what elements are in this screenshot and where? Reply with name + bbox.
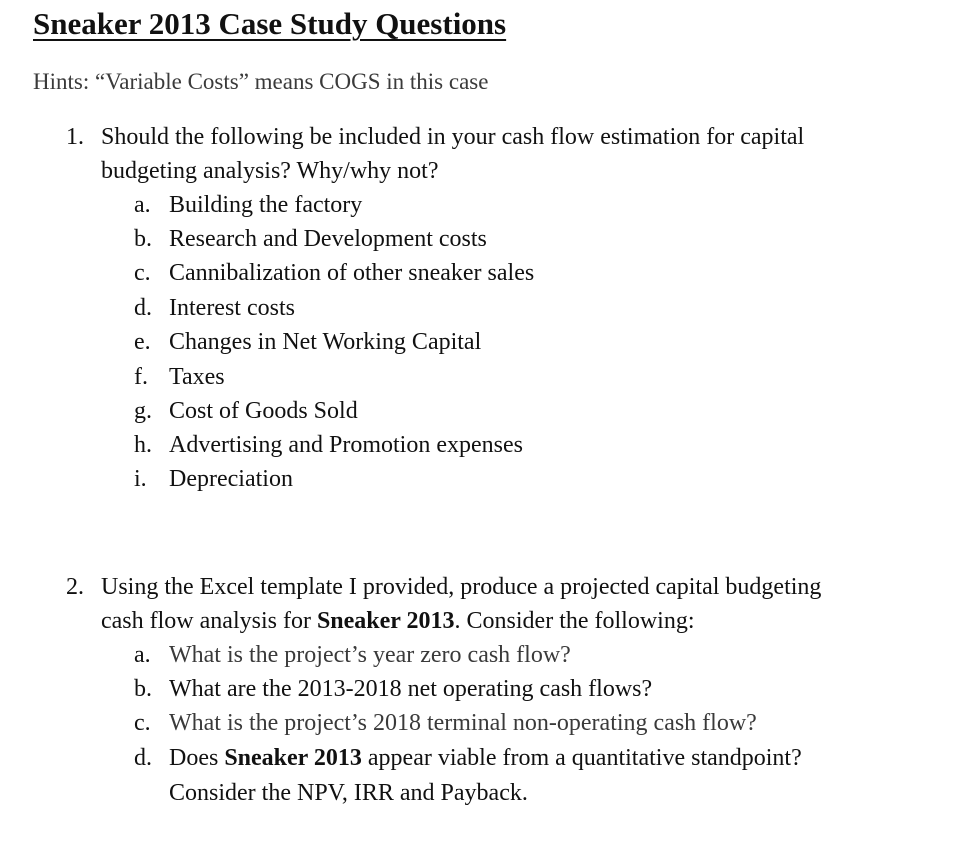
- question-line: budgeting analysis? Why/why not?: [101, 158, 439, 184]
- list-item-letter: b.: [134, 676, 152, 702]
- list-item: [0, 706, 976, 740]
- case-name-bold: Sneaker 2013: [316, 608, 455, 634]
- list-item-text: [169, 741, 802, 775]
- list-item-text: What is the project’s year zero cash flow?: [169, 642, 571, 668]
- list-item-letter: i.: [134, 466, 147, 492]
- list-item-text: What are the 2013-2018 net operating cash flows?: [169, 676, 653, 702]
- list-item-letter: b.: [134, 226, 152, 252]
- question-text: [101, 120, 901, 188]
- question-line: Using the Excel template I provided, produce a projected capital budgeting: [101, 574, 822, 600]
- question-line-start: cash flow analysis for: [101, 608, 317, 634]
- list-item-text: Changes in Net Working Capital: [169, 329, 482, 355]
- list-item: [0, 256, 976, 290]
- case-name-bold: Sneaker 2013: [224, 745, 362, 771]
- list-item-text: What is the project’s 2018 terminal non-operating cash flow?: [169, 710, 757, 736]
- list-item: [0, 360, 976, 394]
- list-item: [0, 222, 976, 256]
- list-item-text: Cost of Goods Sold: [169, 398, 358, 424]
- list-item-text: Advertising and Promotion expenses: [169, 432, 523, 458]
- list-item-text: Interest costs: [169, 295, 295, 321]
- list-item-letter: c.: [134, 260, 151, 286]
- list-item-letter: e.: [134, 329, 151, 355]
- list-item: [0, 741, 976, 775]
- list-item-continuation: Consider the NPV, IRR and Payback.: [169, 780, 528, 806]
- list-item-text: Taxes: [169, 364, 225, 390]
- question-line: Should the following be included in your cash flow estimation for capital: [101, 124, 805, 150]
- list-item-letter: a.: [134, 192, 151, 218]
- list-item-letter: h.: [134, 432, 152, 458]
- list-item-letter: f.: [134, 364, 148, 390]
- page-title: Sneaker 2013 Case Study Questions: [33, 6, 507, 41]
- list-item-text: Research and Development costs: [169, 226, 487, 252]
- list-item-letter: c.: [134, 710, 151, 736]
- list-item: [0, 291, 976, 325]
- list-item-letter: a.: [134, 642, 151, 668]
- question-number: 1.: [66, 124, 84, 150]
- list-item-letter: g.: [134, 398, 152, 424]
- list-item: [0, 428, 976, 462]
- list-item-text: Building the factory: [169, 192, 363, 218]
- list-item: [0, 462, 976, 496]
- list-item: [0, 188, 976, 222]
- list-item-text: Depreciation: [169, 466, 293, 492]
- list-item: [0, 672, 976, 706]
- list-item-letter: d.: [134, 295, 152, 321]
- list-item: [0, 325, 976, 359]
- list-item: [0, 394, 976, 428]
- list-item-text-end: appear viable from a quantitative standpoint?: [361, 745, 802, 771]
- question-line-end: . Consider the following:: [454, 608, 695, 634]
- list-item-text-start: Does: [169, 745, 225, 771]
- question-text: [101, 570, 901, 638]
- list-item-text: Cannibalization of other sneaker sales: [169, 260, 535, 286]
- list-item-letter: d.: [134, 745, 152, 771]
- hint-text: Hints: “Variable Costs” means COGS in this case: [33, 69, 489, 94]
- question-number: 2.: [66, 574, 84, 600]
- list-item: [0, 638, 976, 672]
